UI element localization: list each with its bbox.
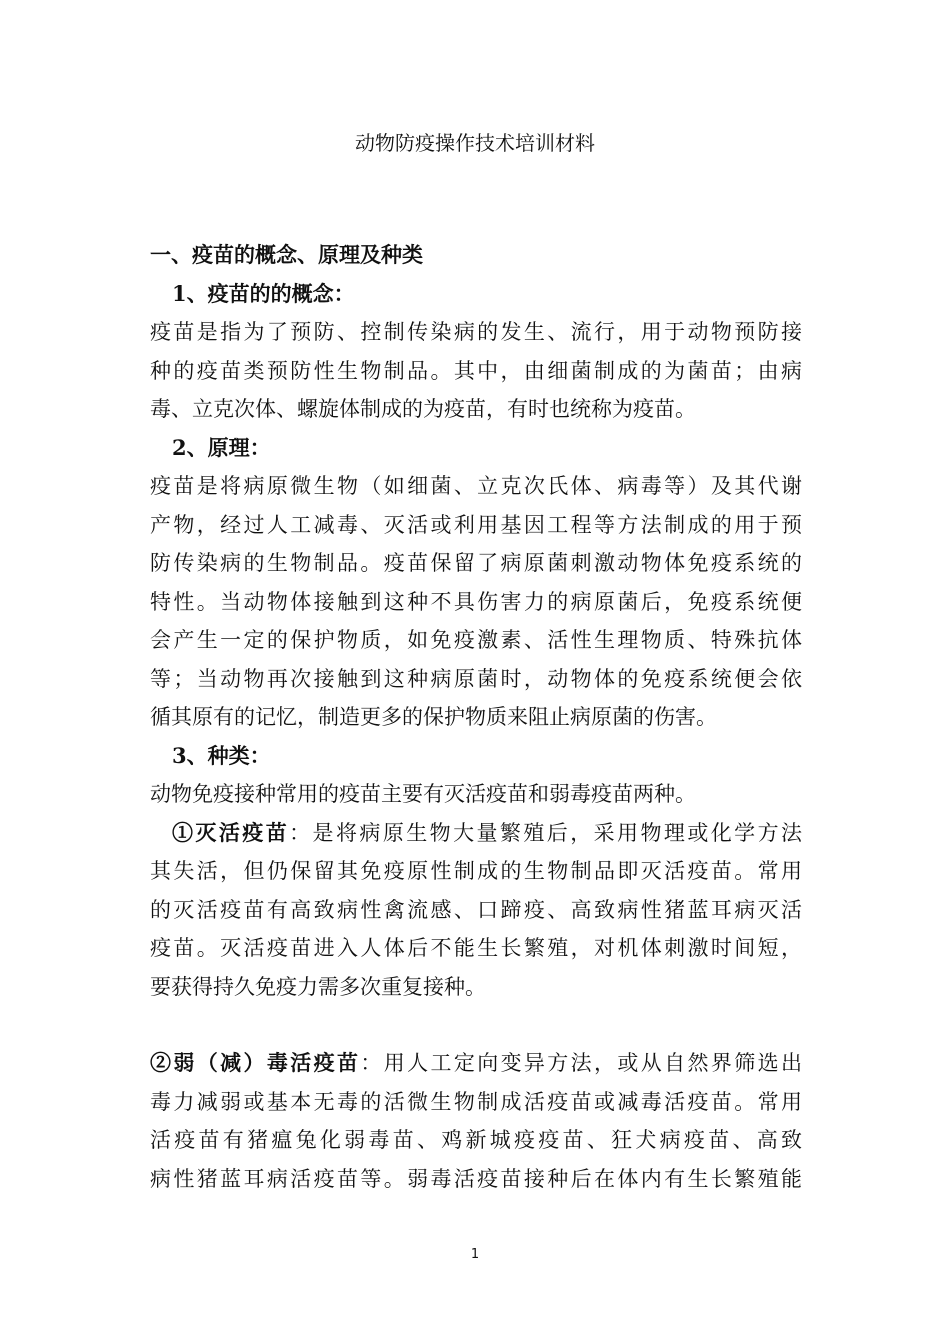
paragraph-gap (150, 1006, 802, 1044)
paragraph-line: 产物，经过人工减毒、灭活或利用基因工程等方法制成的用于预 (150, 512, 802, 537)
paragraph-line: 种的疫苗类预防性生物制品。其中，由细菌制成的为菌苗；由病 (150, 358, 802, 383)
subsection-heading-principle: 2、原理： (172, 434, 271, 460)
paragraph-line (150, 814, 802, 853)
subsection-heading-types: 3、种类： (172, 742, 271, 768)
paragraph-line: 毒、立克次体、螺旋体制成的为疫苗，有时也统称为疫苗。 (150, 397, 696, 421)
inline-text: ：用人工定向变异方法，或从自然界筛选出 (360, 1051, 802, 1075)
paragraph-line: 活疫苗有猪瘟兔化弱毒苗、鸡新城疫疫苗、狂犬病疫苗、高致 (150, 1128, 802, 1152)
paragraph-line: 动物免疫接种常用的疫苗主要有灭活疫苗和弱毒疫苗两种。 (150, 782, 696, 806)
paragraph-line: 病性猪蓝耳病活疫苗等。弱毒活疫苗接种后在体内有生长繁殖能 (150, 1166, 802, 1191)
attenuated-vaccine-label: ②弱（减）毒活疫苗 (150, 1050, 361, 1075)
paragraph-line: 疫苗。灭活疫苗进入人体后不能生长繁殖，对机体刺激时间短， (150, 936, 802, 960)
page-number: 1 (470, 1247, 480, 1262)
inline-text: ：是将病原生物大量繁殖后，采用物理或化学方法 (289, 820, 802, 845)
paragraph-line: 防传染病的生物制品。疫苗保留了病原菌刺激动物体免疫系统的 (150, 551, 802, 575)
paragraph-line: 毒力减弱或基本无毒的活微生物制成活疫苗或减毒活疫苗。常用 (150, 1089, 802, 1114)
paragraph-line: 其失活，但仍保留其免疫原性制成的生物制品即灭活疫苗。常用 (150, 859, 802, 883)
paragraph-line (150, 1044, 802, 1083)
paragraph-line: 特性。当动物体接触到这种不具伤害力的病原菌后，免疫系统便 (150, 589, 802, 614)
paragraph-line: 疫苗是将病原微生物（如细菌、立克次氏体、病毒等）及其代谢 (150, 474, 802, 498)
paragraph-line: 疫苗是指为了预防、控制传染病的发生、流行，用于动物预防接 (150, 320, 802, 344)
paragraph-line: 循其原有的记忆，制造更多的保护物质来阻止病原菌的伤害。 (150, 705, 717, 729)
section-heading: 一、疫苗的概念、原理及种类 (150, 242, 423, 267)
document-body (150, 236, 802, 1198)
subsection-heading-concept: 1、疫苗的的概念： (172, 280, 355, 306)
paragraph-line: 的灭活疫苗有高致病性禽流感、口蹄疫、高致病性猪蓝耳病灭活 (150, 897, 802, 922)
inactivated-vaccine-label: ①灭活疫苗 (172, 819, 290, 845)
paragraph-line: 会产生一定的保护物质，如免疫激素、活性生理物质、特殊抗体 (150, 628, 802, 652)
paragraph-line: 要获得持久免疫力需多次重复接种。 (150, 974, 486, 999)
document-title: 动物防疫操作技术培训材料 (355, 131, 595, 155)
paragraph-line: 等；当动物再次接触到这种病原菌时，动物体的免疫系统便会依 (150, 666, 802, 691)
